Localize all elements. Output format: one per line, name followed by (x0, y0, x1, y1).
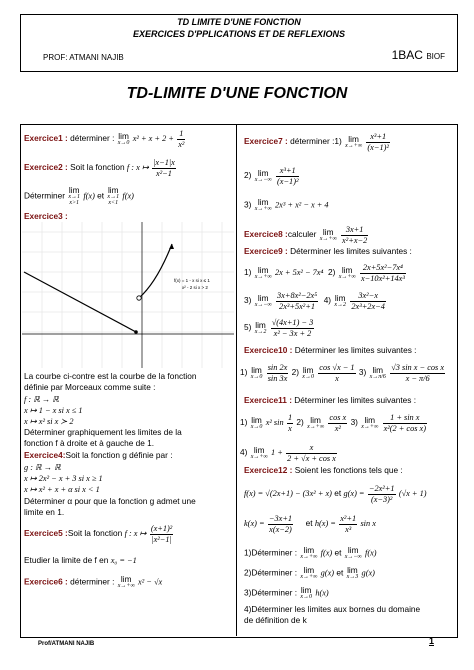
exercise-12-functions-k-h: k(x) = $\frac{-3x+1}{x(x-2)}$ et h(x) = $\frac{\text{x²+1}}{\text{x³}}$ sin x (244, 514, 376, 534)
exercise-12-q1: 1)Déterminer : lim x→+∞ f(x) et lim x→−∞ f(x) (244, 545, 377, 561)
exercise-3-question-1: Déterminer graphiquement les limites de la (24, 427, 182, 437)
exercise-12-q3: 3)Déterminer : lim x→0 h(x) (244, 585, 329, 601)
header-prof: PROF: ATMANI NAJIB (43, 53, 124, 62)
footer-author: Prof/ATMANI NAJIB (38, 641, 95, 647)
header-line-1: TD LIMITE D'UNE FONCTION (177, 17, 301, 27)
exercise-3-question-2: fonction f à droite et à gauche de 1. (24, 438, 155, 448)
header-level: 1BAC BIOF (391, 48, 445, 62)
page-title: TD-LIMITE D'UNE FONCTION (126, 85, 348, 102)
page-number: 1 (428, 636, 434, 646)
exercise-2-question: Déterminer lim x→1 x>1 f(x) et lim x→1 x<1 f(x) (24, 185, 134, 207)
curve-left-branch (24, 272, 136, 332)
exercise-9-1-2: 1) lim x→+∞ 2x + 5x² − 7x⁴ 2) lim x→+∞ $\frac{\text{2x+5x²−7x⁴}}{\text{x−10x²+14x³}}$ (244, 263, 405, 283)
graph-legend-1: f(x) = 1 - x si x ≤ 1 (174, 278, 210, 283)
graph-legend-2: x² - 2 si x > 2 (182, 285, 208, 290)
exercise-9-3-4: 3) lim x→−∞ $\frac{\text{3x+8x²−2x⁵}}{\text{2x³+5x²+1}}$ 4) lim x→2 $\frac{\text{3x²−x}}{\text{2x³+2x−4}}$ (244, 291, 385, 311)
exercise-1: Exercice1 : déterminer : lim x→0 x² + x + 2 + $\frac{1}{\text{x²}}$ (24, 129, 185, 149)
exercise-3-text-1: La courbe ci-contre est la courbe de la fonction (24, 371, 197, 381)
exercise-7-3: 3) lim x→+∞ 2x³ + x² − x + 4 (244, 197, 329, 213)
exercise-6: Exercice6 : déterminer : lim x→+∞ x² − √x (24, 574, 163, 590)
exercise-5-question: Etudier la limite de f en x₀ = −1 (24, 555, 137, 565)
open-endpoint (137, 296, 141, 300)
graph-grid (22, 222, 234, 368)
exercise-11-items: 1) lim x→0 x² sin $\frac{1}{x}$ 2) lim x→+∞ $\frac{\text{cos x}}{\text{x²}}$ 3) lim x→+∞ $\frac{\text{1 + sin x}}{\text{x²(2 + cos x)}}$ (240, 413, 426, 433)
exercise-10-items: 1) lim x→0 $\frac{\sin 2x}{\sin 3x}$ 2) lim x→0 $\frac{\cos √x - 1}{x}$ 3) lim x→π/6 $\frac{\text{√3 sin x − cos x}}{x - \pi/6}$ (240, 363, 445, 383)
exercise-4-def-3: x ↦ x² + x + α si x < 1 (24, 485, 100, 494)
exercise-3-text-2: définie par Morceaux comme suite : (24, 382, 156, 392)
exercise-4-question-2: limite en 1. (24, 507, 65, 517)
exercise-5: Exercice5 :Soit la fonction f : x ↦ $\frac{\text{(x+1)²}}{\text{|x²−1|}}$ (24, 524, 173, 544)
exercise-12: Exercice12 : Soient les fonctions tels que : (244, 465, 403, 475)
exercise-12-q2: 2)Déterminer : lim x→+∞ g(x) et lim x→3 g(x) (244, 565, 375, 581)
exercise-4-question-1: Déterminer α pour que la fonction g admet une (24, 496, 196, 506)
exercise-10: Exercice10 : Déterminer les limites suivantes : (244, 345, 417, 355)
exercise-8: Exercice8 :calculer lim x→+∞ $\frac{3x+1}{\text{x²+x−2}}$ (244, 225, 368, 245)
header-line-2: EXERCICES D'PPLICATIONS ET DE REFLEXIONS (132, 29, 345, 39)
exercise-7-1: Exercice7 : déterminer :1) lim x→+∞ $\frac{\text{x³+1}}{\text{(x−1)²}}$ (244, 132, 389, 152)
exercise-3-label: Exercice3 : (24, 211, 68, 221)
function-graph (22, 222, 234, 368)
exercise-4-def-1: g : ℝ → ℝ (24, 463, 61, 472)
exercise-4: Exercice4:Soit la fonction g définie par : (24, 450, 173, 460)
exercise-3-def-1: f : ℝ → ℝ (24, 395, 59, 404)
exercise-12-q4-b: de définition de k (244, 615, 307, 625)
exercise-3-def-2: x ↦ 1 − x si x ≤ 1 (24, 406, 83, 415)
column-divider (236, 124, 237, 636)
exercise-3-def-3: x ↦ x² si x ≻ 2 (24, 417, 74, 426)
exercise-11: Exercice11 : Déterminer les limites suivantes : (244, 395, 417, 405)
exercise-9: Exercice9 : Déterminer les limites suivantes : (244, 246, 412, 256)
exercise-12-q4-a: 4)Déterminer les limites aux bornes du domaine (244, 604, 421, 614)
exercise-9-5: 5) lim x→2 $\frac{√(4x+1) - 3}{\text{x² − 3x + 2}}$ (244, 318, 314, 338)
exercise-4-def-2: x ↦ 2x² − x + 3 si x ≥ 1 (24, 474, 103, 483)
exercise-11-4: 4) lim x→+∞ 1 + $\frac{x}{\text{2 + √x + cos x}}$ (240, 443, 336, 463)
exercise-2: Exercice2 : Soit la fonction f : x ↦ $\frac{|x-1|x}{\text{x²−1}}$ (24, 158, 175, 178)
exercise-7-2: 2) lim x→−∞ $\frac{\text{x³+1}}{\text{(x−1)²}}$ (244, 166, 299, 186)
header-box (20, 14, 458, 72)
closed-endpoint (134, 330, 138, 334)
exercise-12-functions-f-g: f(x) = √(2x+1) − (3x² + x) et g(x) = $\frac{\text{−2x²+1}}{\text{(x−3)²}}$ (√x + 1) (244, 484, 427, 504)
